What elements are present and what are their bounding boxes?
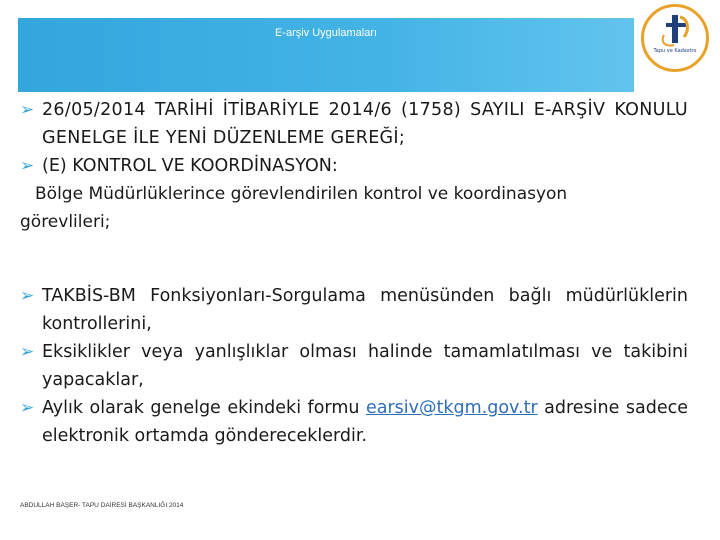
arrow-bullet-icon: ➢ [20, 286, 35, 306]
item-text: TAKBİS-BM Fonksiyonları-Sorgulama menüsünden bağlı müdürlüklerin kontrollerini, [42, 286, 688, 334]
item-text: Eksiklikler veya yanlışlıklar olması halinde tamamlatılması ve takibini yapacaklar, [42, 342, 688, 390]
logo-text: Tapu ve Kadastro [653, 48, 697, 54]
paragraph-line-2: görevlileri; [20, 212, 111, 232]
list-item-aylik [20, 394, 688, 450]
tkgm-logo-icon [641, 4, 709, 72]
bullet-genelge [20, 96, 688, 152]
header-band [18, 18, 634, 92]
bullet-text: (E) KONTROL VE KOORDİNASYON: [42, 156, 338, 176]
arrow-bullet-icon: ➢ [20, 100, 35, 120]
item-text-before: Aylık olarak genelge ekindeki formu [42, 398, 366, 418]
paragraph-line-1: Bölge Müdürlüklerince görevlendirilen kontrol ve koordinasyon [35, 184, 568, 204]
arrow-bullet-icon: ➢ [20, 398, 35, 418]
arrow-bullet-icon: ➢ [20, 342, 35, 362]
page-title: E-arşiv Uygulamaları [274, 27, 378, 39]
list-item-takbis [20, 282, 688, 338]
bullet-text: 26/05/2014 TARİHİ İTİBARİYLE 2014/6 (1758) SAYILI E-ARŞİV KONULU GENELGE İLE YENİ DÜZENLEME GEREĞİ; [42, 100, 688, 148]
bullet-kontrol [20, 152, 688, 180]
arrow-bullet-icon: ➢ [20, 156, 35, 176]
slide-content [20, 96, 688, 450]
email-link[interactable]: earsiv@tkgm.gov.tr [365, 398, 538, 418]
list-item-eksiklikler [20, 338, 688, 394]
item-text-after: adresine sadece elektronik ortamda göndereceklerdir. [42, 398, 689, 446]
footer-text: ABDULLAH BAŞER- TAPU DAİRESİ BAŞKANLIĞI 2014 [20, 502, 184, 509]
